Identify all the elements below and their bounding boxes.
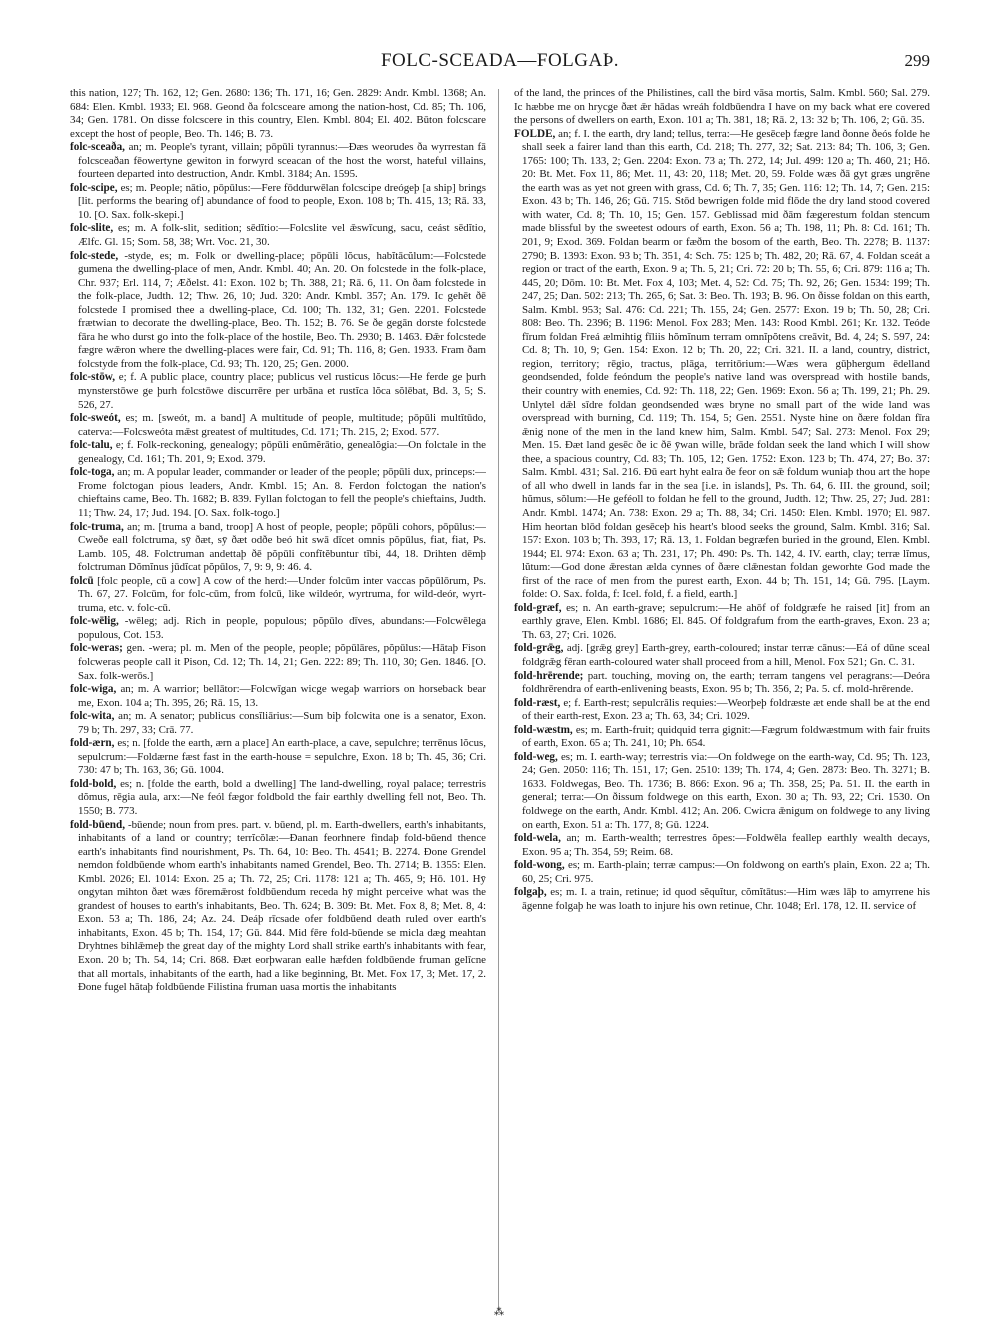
entry-headword: fold-wong, xyxy=(514,859,565,872)
entry-headword: folc-sceaða, xyxy=(70,141,125,154)
entry-headword: folc-stede, xyxy=(70,249,119,262)
dictionary-columns xyxy=(70,87,930,1318)
entry-headword: folc-weras; xyxy=(70,642,123,655)
entry-headword: folc-slite, xyxy=(70,222,114,235)
entry-headword: folgaþ, xyxy=(514,886,547,899)
entry-text: [folc people, cū a cow] A cow of the herd:—Under folcūm inter vaccas pŏpūlōrum, Ps. Th. 67, 27. Folcūm, for folc-cūm, from folcū, like wildeór, wyrtruma, for wild-deór, wyrt-truma, etc. v. folc-cū. xyxy=(78,574,486,614)
dictionary-entry xyxy=(70,683,486,710)
dictionary-entry xyxy=(514,642,930,669)
entry-text: an; m. Earth-wealth; terrestres ŏpes:—Foldwēla feallep earthly wealth decays, Exon. 95 a; Th. 354, 59; Reim. 68. xyxy=(522,832,930,858)
dictionary-entry xyxy=(70,819,486,995)
dictionary-entry xyxy=(70,521,486,575)
column-divider xyxy=(498,89,499,1311)
dictionary-entry xyxy=(514,724,930,751)
dictionary-entry xyxy=(70,371,486,412)
entry-text: an; m. A popular leader, commander or leader of the people; pōpūli dux, princeps:—Frome folctogan pious leaders, Andr. Kmbl. 15; An. 8. Ferdon folctogan the nation's chieftains came, Beo. Th. 1682; B. 839. Fyllan folctogan to fell the people's chieftains, Judth. 11; Thw. 24, 17; Jud. 194. [O. Sax. folk-togo.] xyxy=(78,466,486,519)
dictionary-entry xyxy=(70,575,486,616)
entry-text: an; m. People's tyrant, villain; pōpūli tyrannus:—Ðæs weorudes ða wyrrestan fā folcsceaðan fēowertyne gewiton in forwyrd sceacan of the host the worst, hateful villains, fourteen departed into destruction, Andr. Kmbl. 3184; An. 1595. xyxy=(78,141,486,181)
entry-headword: fold-wæstm, xyxy=(514,723,573,736)
entry-headword: folc-wiga, xyxy=(70,683,117,696)
footer-mark: ⁂ xyxy=(494,1307,504,1318)
entry-text: an; f. I. the earth, dry land; tellus, terra:—He gesēceþ fægre land ðonne ðeós folde he shall seek a fairer land than this earth, Cd. 218; Th. 277, 32; Sat. 213: 84; Th. 106, 3; Gen. 1765: 100; Th. 133, 2; Gen. 2204: Exon. 73 a; Th. 272, 14; Jul. 499: 120 a; Th. 460, 21; Hō. 20: Bt. Met. Fox 11, 86; Met. 11, 43: 20, 118; Met. 20, 59. Folde wæs ðā gyt græs ungrēne the earth was as yet not green with grass, Cd. 6; Th. 7, 35; Gen. 116: 12; Th. 14, 7; Gen. 215: Exon. 43 b; Th. 146, 26; Gū. 715. Stōd bewrigen folde mid flōde the dry land stood covered with water, Cd. 8; Th. 10, 15; Gen. 157. Geblissad mid ðām fægerestum foldan stencum made blissful by the sweetest odours of earth, Exon. 56 a; Th. 198, 11; Ph. 8: Cd. 161; Th. 201, 9; Exod. 369. Foldan bearm or fæðm the bosom of the earth, Beo. Th. 2278; B. 1137: 2790; B. 1393: Exon. 93 b; Th. 351, 4: Sch. 75: 125 b; Th. 482, 20; Rā. 67, 4. Foldan sceát a region or tract of the earth, Exon. 9 a; Th. 5, 21; Cri. 72: 20 b; Th. 55, 6; Cri. 879: 116 a; Th. 445, 20; Dōm. 10: Bt. Met. Fox 4, 103; Met. 4, 52: Cd. 75; Th. 92, 26; Gen. 1534: 199; Th. 247, 25; Dan. 502: 213; Th. 265, 6; Sat. 3: Beo. Th. 193; B. 96. On ðisse foldan on this earth, Salm. Kmbl. 953; Sal. 476: Cd. 221; Th. 155, 24; Gen. 2577: Exon. 19 b; Th. 50, 28; Cri. 808: Beo. Th. 2396; B. 1196: Menol. Fox 283; Men. 143: Rood Kmbl. 261; Kr. 132. Teóde fīrum foldan Freá ælmihtig fīliis hŏmĭnum terram omnĭpŏtens creāvit, Bd. 4, 24; S. 597, 24: Cd. 8; Th. 10, 9; Gen. 154: Exon. 12 b; Th. 20, 22; Cri. 321. II. a land, country, district, region, territory; rēgio, tractus, plāga, territōrium:—Wæs wera gūþhergum ēdelland geondsended, folde feóndum the people's native land was overspread with hostile bands, their country with enemies, Cd. 92: Th. 118, 22; Gen. 1969: Exon. 56 a; Th. 199, 21; Ph. 29. Unlytel dǣl sīdre foldan geondsended wæs bryne no small part of the wide land was overspread with burning, Cd. 119; Th. 154, 5; Gen. 2551. Nyste hine on ðære foldan fīra ǣnig none of the men in the land knew him, Salm. Kmbl. 547; Sal. 273: Menol. Fox 29; Men. 15. Ðæt land gesēc ðe ic ðē ȳwan wille, brāde foldan seek the land which I will show thee, a spacious country, Cd. 83; Th. 105, 12; Gen. 1752: Exon. 123 b; Th. 474, 27; Bo. 37: Salm. Kmbl. 431; Sal. 216. Ðū eart hyht ealra ðe feor on sǣ foldum wuniaþ thou art the hope of all who dwell in lands far in the sea [i.e. in islands], Ps. Th. 64, 6. III. the ground, soil; hŭmus, sŏlum:—He geféoll to foldan he fell to the ground, Judth. 12; Thw. 25, 27; Jud. 281: Andr. Kmbl. 1474; An. 738: Exon. 29 a; Th. 88, 34; Cri. 1450: Elen. Kmbl. 1970; El. 987. Him heortan blōd foldan gesēceþ his heart's blood seeks the ground, Salm. Kmbl. 316; Sal. 157: Exon. 103 b; Th. 393, 17; Rā. 13, 1. Foldan begræfen buried in the ground, Elen. Kmbl. 1944; El. 974: Exon. 63 a; Th. 231, 17; Ph. 490: Ps. Th. 142, 4. IV. earth, clay; terræ lĭmus, lŭtum:—God done ǣrestan ælda cynnes of ðære clǣnestan foldan geworhte God made the first of the race of men from the purest earth, Exon. 44 b; Th. 151, 14; Gū. 795. [Laym. folde: O. Sax. folda, f: Icel. fold, f. a field, earth.] xyxy=(522,127,930,601)
dictionary-entry xyxy=(514,751,930,832)
entry-headword: fold-ræst, xyxy=(514,696,561,709)
entry-text: -wēleg; adj. Rich in people, populous; pŏpūlo dīves, abundans:—Folcwēlega populous, Cot. 153. xyxy=(78,615,486,641)
entry-text: part. touching, moving on, the earth; terram tangens vel peragrans:—Deóra foldhrērendra of earth-enlivening beasts, Exon. 95 b; Th. 356, 2; Pa. 5. cf. mold-hrērende. xyxy=(522,669,930,696)
entry-headword: folc-scipe, xyxy=(70,181,118,194)
entry-headword: folc-toga, xyxy=(70,466,115,479)
entry-text: es; m. A folk-slit, sedition; sēdĭtio:—Folcslite vel ǣswīcung, sacu, ceást sēdĭtio, Ælfc. Gl. 15; Som. 58, 38; Wrt. Voc. 21, 30. xyxy=(78,222,486,249)
entry-headword: fold-wela, xyxy=(514,832,561,845)
entry-headword: folcū xyxy=(70,574,94,587)
dictionary-entry xyxy=(514,832,930,859)
entry-headword: folc-wita, xyxy=(70,710,115,723)
entry-text: adj. [grǣg grey] Earth-grey, earth-coloured; instar terræ cānus:—Eá of dūne sceal foldgrǣg fēran earth-coloured water shall proceed from a hill, Menol. Fox 521; Gn. C. 31. xyxy=(522,642,930,668)
dictionary-entry xyxy=(514,128,930,602)
right-column xyxy=(514,87,930,1312)
entry-text: -būende; noun from pres. part. v. būend, pl. m. Earth-dwellers, earth's inhabitants, inhabitants of a land or country; terrĭcŏlæ:—Ðanan feorhnere findaþ fold-būend thence earth's inhabitants find nourishment, Ps. Th. 64, 10: Beo. Th. 4541; B. 2274. Ðone Grendel nemdon foldbūende whom earth's inhabitants named Grendel, Beo. Th. 2714; B. 1355: Elen. Kmbl. 2026; El. 1014: Exon. 25 a; Th. 72, 25; Cri. 1178: 121 a; Th. 465, 9; Hō. 101. Hȳ ongytan mihton ðæt wæs fōremǣrost foldbūendum receda hȳ might perceive what was the grandest of houses to earth's inhabitants, Beo. Th. 624; B. 309: Bt. Met. Fox 8, 8; Met. 8, 4: Exon. 53 a; Th. 186, 24; Az. 24. Deáþ rīcsade ofer foldbūend death ruled over earth's inhabitants, Exon. 45 b; Th. 154, 17; Gū. 844. Mid fēre fold-būende se micla dæg meahtan Dryhtnes bihlǣmeþ the great day of the mighty Lord shall strike earth's inhabitants with fear, Exon. 20 b; Th. 54, 14; Cri. 868. Ðæt eorþwaran ealle hæfden foldbūende fruman gelīcne that all mortals, inhabitants of the earth, had a like beginning, Bt. Met. Fox 17, 3; Met. 17, 2. Ðone fugel hātaþ foldbūende Filistina fruman uasa mortis the inhabitants xyxy=(78,818,486,994)
running-header xyxy=(70,50,930,80)
entry-text: es; m. I. a train, retinue; id quod sĕquĭtur, cŏmĭtātus:—Him wæs lāþ to amyrrene his āgenne folgaþ he was loath to injure his own retinue, Chr. 1048; Erl. 178, 12. II. service of xyxy=(522,886,930,912)
dictionary-entry xyxy=(70,710,486,737)
page-number: 299 xyxy=(904,51,930,70)
dictionary-entry xyxy=(70,778,486,819)
entry-text: e; f. A public place, country place; publicus vel rusticus lŏcus:—He ferde ge þurh mynsterstōwe ge þurh folcstōwe discurrēre per urbāna et rustĭca lŏca sŏlēbat, Bd. 3, 5; S. 526, 27. xyxy=(78,371,486,411)
entry-text: e; f. Folk-reckoning, genealogy; pōpūli enŭmĕrātio, genealŏgia:—On folctale in the genealogy, Cd. 161; Th. 201, 9; Exod. 379. xyxy=(78,439,486,465)
dictionary-entry xyxy=(514,697,930,724)
entry-headword: folc-stōw, xyxy=(70,371,116,384)
dictionary-entry xyxy=(70,250,486,372)
dictionary-entry xyxy=(70,412,486,439)
entry-text: es; n. [folde the earth, ærn a place] An earth-place, a cave, sepulchre; terrēnus lŏcus, sepulcrum:—Foldærne fæst fast in the earth-house = sepulchre, Exon. 18 b; Th. 45, 36; Cri. 730: 47 b; Th. 163, 36; Gū. 1004. xyxy=(78,737,486,777)
entry-text: -styde, es; m. Folk or dwelling-place; pōpūli lŏcus, habĭtācŭlum:—Folcstede gumena the dwelling-place of men, Andr. Kmbl. 40; An. 20. On folcstede in the folk-place, Chr. 937; Erl. 114, 7; Æðelst. 41: Exon. 102 b; Th. 388, 21; Rā. 6, 11. On ðam folcstede in the folk-place, Judth. 12; Thw. 26, 10; Jud. 320: Andr. Kmbl. 357; An. 179. Ic gehēt ðē folcstede I promised thee a dwelling-place, Cd. 100; Th. 132, 31; Gen. 2201. Folcstede frætwian to decorate the dwelling-place, Beo. Th. 152; B. 76. Se ðe gegān dorste folcstede fāra he who durst go into the folk-place of the hostile, Beo. Th. 2930; B. 1463. Ðǣr folcstede fægre wǣron where the dwelling-places were fair, Cd. 91; Th. 116, 8; Gen. 1933. Fram ðam folcstyde from the folk-place, Cd. 93; Th. 120, 25; Gen. 2000. xyxy=(78,249,486,370)
entry-headword: fold-weg, xyxy=(514,750,558,763)
dictionary-entry xyxy=(514,87,930,128)
entry-text: es; n. An earth-grave; sepulcrum:—He ahōf of foldgræfe he raised [it] from an earthly grave, Elen. Kmbl. 1686; El. 845. Of foldgrafum from the earth-graves, Exon. 23 a; Th. 63, 27; Cri. 1026. xyxy=(522,601,930,641)
dictionary-entry xyxy=(514,886,930,913)
entry-text: es; m. I. earth-way; terrestris via:—On foldwege on the earth-way, Cd. 95; Th. 123, 24; Gen. 2050: 116; Th. 151, 17; Gen. 2510: 139; Th. 174, 4; Gen. 2873: Beo. Th. 3271; B. 1633. Foldwegas, Beo. Th. 1736; B. 866: Exon. 96 a; Th. 358, 25; Pa. 51. II. the earth in general; terra:—On ðissum foldwege on this earth, Exon. 30 a; Th. 93, 22; Cri. 1530. On foldwege on the earth, Andr. Kmbl. 412; An. 206. Cwicra ǣnigum on foldwege to any living on earth, Exon. 51 a: Th. 177, 8; Gū. 1224. xyxy=(522,750,930,831)
entry-text: this nation, 127; Th. 162, 12; Gen. 2680: 136; Th. 171, 16; Gen. 2829: Andr. Kmbl. 1368; An. 684: Elen. Kmbl. 1933; El. 968. Geond ða folcsceare among the nation-host, Cd. 85; Th. 106, 34; Gen. 1781. On disse folcscere in this country, Elen. Kmbl. 804; El. 402. Būton folcscare except the host of people, Beo. Th. 146; B. 73. xyxy=(70,87,486,140)
entry-text: es; m. Earth-plain; terræ campus:—On foldwong on earth's plain, Exon. 22 a; Th. 60, 25; Cri. 975. xyxy=(522,859,930,885)
dictionary-entry xyxy=(70,222,486,249)
entry-headword: folc-wēlig, xyxy=(70,615,119,628)
dictionary-entry xyxy=(70,466,486,520)
dictionary-entry xyxy=(70,182,486,223)
entry-headword: fold-hrērende; xyxy=(514,669,584,682)
entry-headword: folc-sweót, xyxy=(70,412,121,425)
entry-text: es; m. [sweót, m. a band] A multitude of people, multitude; pōpūli multĭtūdo, caterva:—Folcsweóta mǣst greatest of multitudes, Cd. 171; Th. 215, 2; Exod. 577. xyxy=(78,412,486,438)
dictionary-entry xyxy=(70,87,486,141)
entry-headword: fold-ærn, xyxy=(70,737,115,750)
entry-headword: folc-truma, xyxy=(70,520,124,533)
dictionary-entry xyxy=(514,859,930,886)
entry-text: an; m. [truma a band, troop] A host of people, people; pōpūli cohors, pōpūlus:—Cweðe eall folctruma, sȳ ðæt, sȳ ðæt odðe beó hit swā dīcet omnis pŏpūlus, fiat, fiat, Ps. Lamb. 105, 48. Folctruman andettaþ ðē pŏpūli confĭtĕbuntur tĭbi, 44, 18. Drihten dēmþ folctruman Dŏmĭnus jūdĭcat pŏpūlos, 7, 9: 9, 9: 46. 4. xyxy=(78,520,486,574)
entry-headword: fold-bold, xyxy=(70,777,117,790)
running-title: FOLC-SCEADA—FOLGAÞ. xyxy=(380,50,620,71)
entry-headword: fold-græf, xyxy=(514,601,562,614)
dictionary-entry xyxy=(514,670,930,697)
dictionary-entry xyxy=(70,615,486,642)
dictionary-entry xyxy=(514,602,930,643)
entry-text: es; m. Earth-fruit; quidquid terra gignit:—Fægrum foldwæstmum with fair fruits of earth, Exon. 65 a; Th. 241, 10; Ph. 654. xyxy=(522,723,930,750)
dictionary-entry xyxy=(70,141,486,182)
dictionary-entry xyxy=(70,439,486,466)
entry-text: e; f. Earth-rest; sepulcrālis requies:—Weorþeþ foldræste æt ende shall be at the end of their earth-rest, Exon. 23 a; Th. 63, 34; Cri. 1029. xyxy=(522,696,930,723)
entry-text: es; n. [folde the earth, bold a dwelling] The land-dwelling, royal palace; terrestris dŏmus, rēgia aula, arx:—Ne feól fægor foldbold the fair earthly dwelling fell not, Beo. Th. 1550; B. 773. xyxy=(78,777,486,817)
left-column xyxy=(70,87,486,1312)
dictionary-entry xyxy=(70,737,486,778)
entry-text: gen. -wera; pl. m. Men of the people, people; pŏpūlāres, pŏpūlus:—Hātaþ Fison folcweras people call it Pison, Cd. 12; Th. 14, 21; Gen. 222: 89; Th. 110, 30; Gen. 1846. [O. Sax. folk-werōs.] xyxy=(78,642,486,682)
entry-text: of the land, the princes of the Philistines, call the bird vāsa mortis, Salm. Kmbl. 560; Sal. 279. Ic hæbbe me on hrycge ðæt ǣr hādas wreáh foldbūendra I have on my back what ere covered the persons of dwellers on earth, Exon. 101 a; Th. 381, 18; Rā. 2, 13: 32 b; Th. 106, 2; Gū. 35. xyxy=(514,87,930,127)
entry-headword: fold-grǣg, xyxy=(514,642,564,655)
dictionary-entry xyxy=(70,642,486,683)
entry-text: es; m. People; nātio, pōpūlus:—Fere fōddurwēlan folcscipe dreógeþ [a ship] brings [lit. performs the bearing of] abundance of food to people, Exon. 108 b; Th. 415, 13; Rā. 33, 10. [O. Sax. folk-skepi.] xyxy=(78,181,486,221)
entry-text: an; m. A warrior; bellātor:—Folcwīgan wicge wegaþ warriors on horseback bear me, Exon. 104 a; Th. 395, 26; Rā. 15, 13. xyxy=(78,683,486,709)
entry-text: an; m. A senator; publicus consĭliārius:—Sum biþ folcwita one is a senator, Exon. 79 b; Th. 297, 33; Crā. 77. xyxy=(78,710,486,736)
entry-headword: folc-talu, xyxy=(70,439,113,452)
entry-headword: fold-būend, xyxy=(70,818,126,831)
entry-headword: FOLDE, xyxy=(514,127,556,140)
